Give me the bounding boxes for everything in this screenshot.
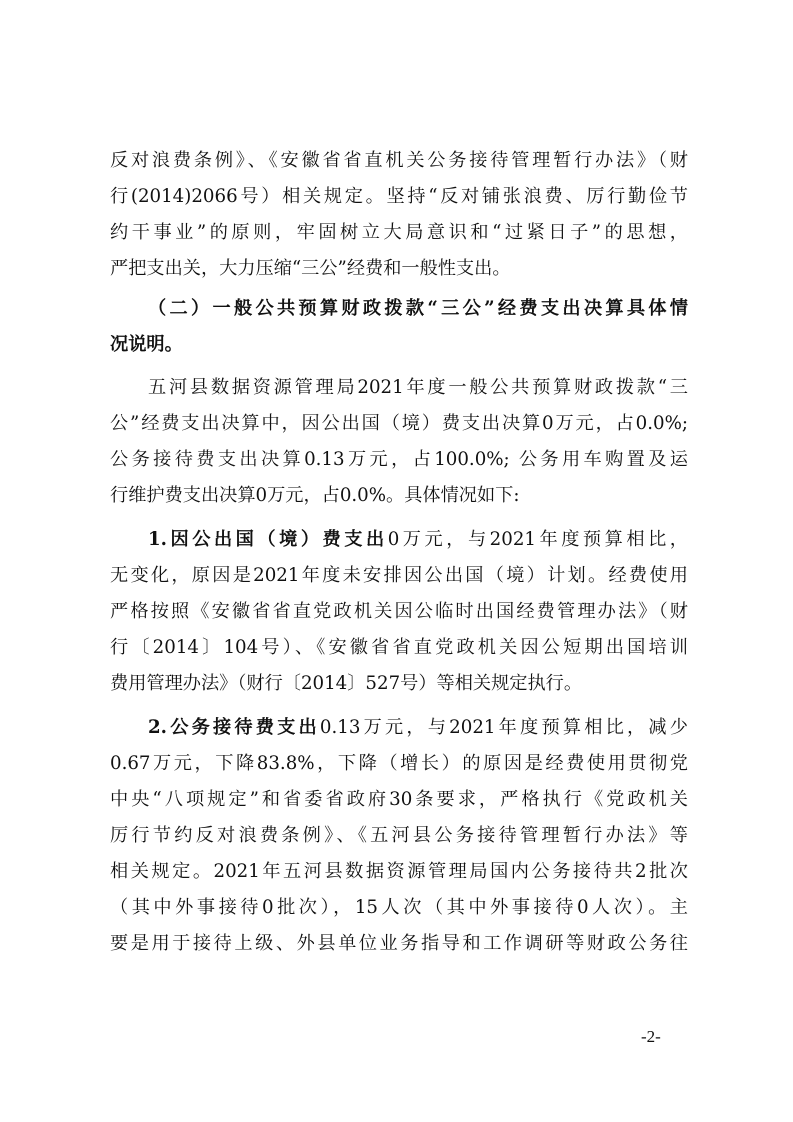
body-text-line: 行〔2014〕104号）、《安徽省省直党政机关因公短期出国培训: [110, 637, 688, 658]
page-number: -2-: [641, 1027, 661, 1046]
item-label: 2.公务接待费支出: [148, 717, 320, 738]
item-text: 0.13万元，与2021年度预算相比，减少: [319, 717, 688, 738]
body-text-line: 约干事业”的原则，牢固树立大局意识和“过紧日子”的思想，: [110, 222, 688, 243]
item-text: 0万元，与2021年度预算相比，: [387, 529, 688, 550]
body-text-line: 五河县数据资源管理局2021年度一般公共预算财政拨款“三: [148, 377, 688, 398]
section-heading: 况说明。: [110, 334, 183, 355]
body-text-line: 严格按照《安徽省省直党政机关因公临时出国经费管理办法》（财: [110, 601, 688, 622]
body-text-line: 要是用于接待上级、外县单位业务指导和工作调研等财政公务往: [110, 933, 688, 954]
item-label: 1.因公出国（境）费支出: [148, 529, 388, 550]
body-text-line: 行(2014)2066号）相关规定。坚持“反对铺张浪费、厉行勤俭节: [110, 186, 688, 207]
section-heading: （二）一般公共预算财政拨款“三公”经费支出决算具体情: [148, 298, 688, 319]
body-text-line: 公”经费支出决算中，因公出国（境）费支出决算0万元，占0.0%;: [110, 413, 688, 434]
body-text-line: （其中外事接待0批次），15人次（其中外事接待0人次）。主: [110, 897, 688, 918]
body-text-line: 厉行节约反对浪费条例》、《五河县公务接待管理暂行办法》等: [110, 825, 688, 846]
body-text-line: 0.67万元，下降83.8%，下降（增长）的原因是经费使用贯彻党: [110, 753, 688, 774]
item-heading-line: [148, 714, 688, 742]
body-text-line: 中央“八项规定”和省委省政府30条要求，严格执行《党政机关: [110, 789, 688, 810]
body-text-line: 费用管理办法》（财行〔2014〕527号）等相关规定执行。: [110, 673, 583, 694]
body-text-line: 相关规定。2021年五河县数据资源管理局国内公务接待共2批次: [110, 861, 688, 882]
body-text-line: 公务接待费支出决算0.13万元，占100.0%; 公务用车购置及运: [110, 449, 688, 470]
body-text-line: 无变化，原因是2021年度未安排因公出国（境）计划。经费使用: [110, 565, 688, 586]
body-text-line: 严把支出关，大力压缩“三公”经费和一般性支出。: [110, 258, 511, 279]
body-text-line: 行维护费支出决算0万元，占0.0%。具体情况如下:: [110, 485, 520, 506]
item-heading-line: [148, 526, 688, 554]
body-text-line: 反对浪费条例》、《安徽省省直机关公务接待管理暂行办法》（财: [110, 150, 688, 171]
